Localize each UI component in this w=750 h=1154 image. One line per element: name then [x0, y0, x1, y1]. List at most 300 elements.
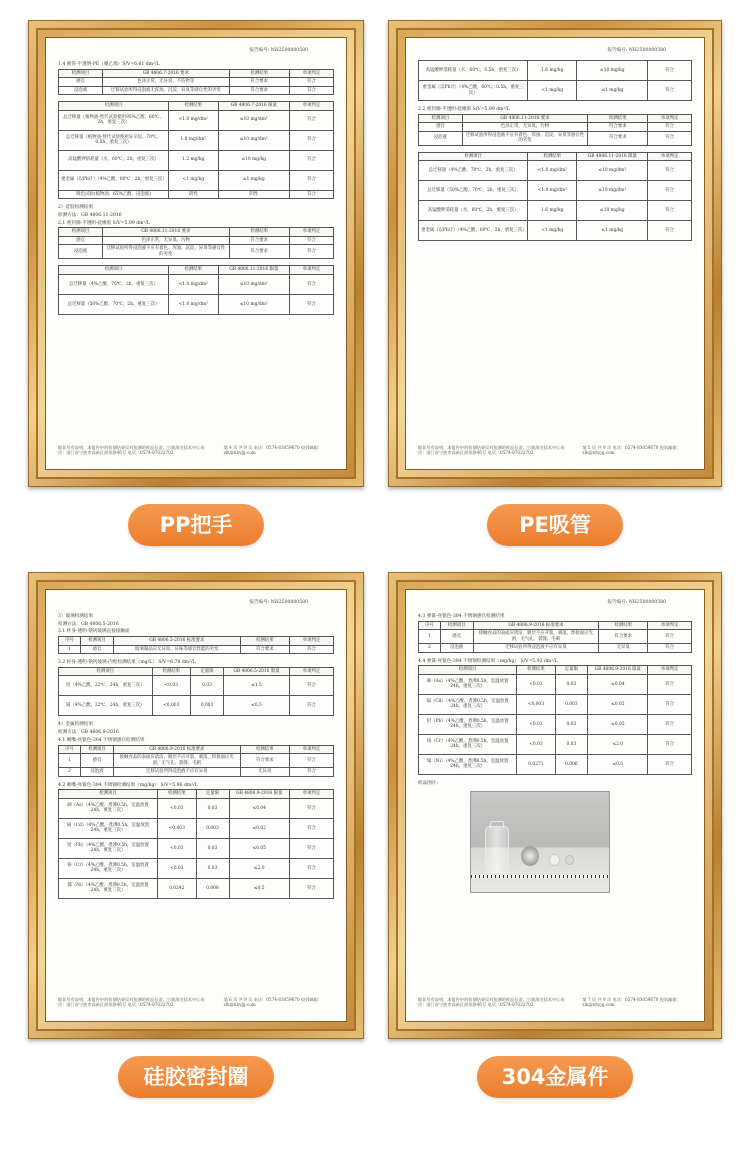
table-header-row — [59, 667, 334, 676]
footer-disclaimer: 除非另有说明，本报告中的检测结果仅对检测的样品负责。宁波海关技术中心电话：浙江省宁波市高新区闻泉路46号 电话：0574-87022702 — [418, 444, 565, 455]
table-cell: 1.6 mg/kg — [528, 61, 577, 81]
table-cell: 1.8 mg/dm² — [169, 130, 219, 150]
table-cell: <0.03 — [158, 838, 197, 858]
table-cell: <1.0 mg/dm² — [169, 294, 219, 314]
table-row — [59, 754, 334, 768]
table-cell: ≤1 mg/kg — [577, 81, 648, 101]
report-page — [405, 37, 705, 470]
table-header-cell: GB 4806.5-2016 标准要求 — [114, 637, 241, 646]
table-row — [59, 696, 334, 716]
table-cell: ≤10 mg/kg — [577, 61, 648, 81]
result-table — [418, 152, 692, 242]
table-cell: 符合 — [648, 81, 692, 101]
table-cell: 脱色试验(植物油，65%乙醇，浸泡液) — [59, 190, 169, 199]
section-heading: 4）金属检测结果 — [58, 722, 94, 728]
table-row — [419, 61, 692, 81]
table-cell: 重金属（以Pb计）（4%乙酸，60℃，2h，重复三次） — [419, 221, 528, 241]
table-cell: ≤0.05 — [229, 838, 290, 858]
table-header-cell: 定量限 — [555, 666, 588, 675]
table-cell: 符合 — [290, 274, 334, 294]
table-cell: 接触食品的表面应清洁，镀层不应开裂、剥落，焊接面应光滑，无气孔、裂缝、毛刺 — [114, 754, 241, 768]
table-header-cell: 检测结果 — [169, 102, 219, 111]
table-cell: 感官 — [419, 123, 463, 132]
result-table — [58, 69, 334, 96]
table-cell: 0.003 — [196, 818, 229, 838]
table-row — [419, 694, 692, 714]
table-cell: 总迁移量（4%乙酸，70℃，2h，重复三次） — [419, 161, 528, 181]
table-cell: 重金属（以Pb计）（4%乙酸，60℃，0.5h，重复三次） — [419, 81, 528, 101]
section-heading: 2.1 密封圈-半透明-硅橡胶 S/V=5.99 dm²/L — [58, 220, 150, 226]
table-header-row — [59, 266, 334, 275]
report-body — [58, 612, 334, 905]
table-cell: 符合要求 — [229, 78, 290, 87]
section-heading: 4.3 弹簧-亮银色-304 不锈钢感官检测结果 — [418, 614, 505, 619]
table-cell: ≤10 mg/kg — [577, 201, 648, 221]
table-cell: 铅（Pb）（4%乙酸，煮沸0.5h，室温放置24h，重复三次） — [59, 838, 158, 858]
table-row — [59, 86, 334, 95]
table-row — [59, 78, 334, 87]
table-header-cell: 单项判定 — [290, 790, 334, 799]
sample-photo-label: 样品图片: — [418, 780, 438, 786]
table-cell: 总迁移量（植物油-替代试验使用异辛烷，70℃，0.5h，重复三次） — [59, 130, 169, 150]
table-header-cell: GB 4806.9-2016 限量 — [229, 790, 290, 799]
table-cell: 2 — [419, 644, 441, 653]
table-cell: 符合 — [290, 838, 334, 858]
table-cell: 浸泡液 — [59, 86, 103, 95]
table-row — [419, 181, 692, 201]
table-header-cell: 序号 — [59, 745, 81, 754]
table-cell: <0.03 — [517, 734, 555, 754]
table-cell: <0.03 — [158, 858, 197, 878]
table-header-cell: 检测项目 — [59, 266, 169, 275]
table-cell: 符合 — [648, 714, 692, 734]
section-heading: 1.4 吸管-半透明-PE（聚乙烯）S/V=6.61 dm²/L — [58, 62, 160, 67]
table-header-cell: 检测项目 — [419, 114, 463, 123]
table-header-cell: 检测项目 — [419, 666, 517, 675]
table-cell: 符合 — [290, 150, 334, 170]
panel-pe-straw — [388, 20, 722, 487]
section-heading: 4.1 吸嘴-亮银色-304 不锈钢感官检测结果 — [58, 737, 145, 743]
table-cell: 镉（Cd）（4%乙酸，煮沸0.5h，室温放置24h，重复三次） — [59, 818, 158, 838]
table-header-cell: 单项判定 — [648, 621, 692, 630]
table-cell: 镉（4%乙酸，22℃，24h，重复三次） — [59, 696, 153, 716]
table-cell: ≤10 mg/dm² — [218, 274, 290, 294]
panel-304-metal — [388, 572, 722, 1039]
table-row — [419, 734, 692, 754]
section-heading: 4.4 弹簧-亮银色-304 不锈钢检测结果（mg/kg） S/V=5.92 dm²/L — [418, 658, 558, 664]
table-header-cell: 检测项目 — [419, 152, 528, 161]
table-header-cell: GB 4806.11-2016 要求 — [462, 114, 588, 123]
table-cell: ≤0.5 — [229, 878, 290, 898]
table-header-cell: 检测结果 — [517, 666, 555, 675]
table-cell: 阴性 — [169, 190, 219, 199]
table-cell: 感官 — [59, 78, 103, 87]
table-row — [59, 768, 334, 777]
table-header-cell: 单项判定 — [648, 152, 692, 161]
report-footer — [418, 997, 692, 1008]
table-header-cell: 定量限 — [196, 790, 229, 799]
panel-pp-handle — [28, 20, 364, 487]
table-cell: 符合 — [290, 110, 334, 130]
table-cell: ≤1 mg/kg — [218, 170, 290, 190]
caption-pp-handle: PP把手 — [128, 504, 264, 546]
table-cell: ≤0.05 — [588, 714, 648, 734]
table-cell: <1.0 mg/dm² — [528, 181, 577, 201]
table-cell: 符合 — [290, 86, 334, 95]
table-cell: 0.003 — [191, 696, 224, 716]
table-cell: 符合 — [648, 61, 692, 81]
table-cell: 0.03 — [196, 798, 229, 818]
table-cell: <1.0 mg/dm² — [528, 161, 577, 181]
table-cell: 总迁移量（50%乙醇，70℃，2h，重复三次） — [59, 294, 169, 314]
table-cell: 符合 — [290, 190, 334, 199]
table-header-cell: 单项判定 — [290, 102, 334, 111]
section-heading: 2）硅胶检测结果 — [58, 205, 94, 211]
table-cell: 高锰酸钾消耗量（水，60℃，2h，重复三次） — [419, 201, 528, 221]
table-header-row — [59, 228, 334, 237]
table-cell: 符合 — [648, 754, 692, 774]
table-cell: 符合 — [648, 201, 692, 221]
table-cell: 符合 — [290, 245, 334, 259]
table-cell: 符合要求 — [599, 630, 648, 644]
table-cell: ≤10 mg/dm² — [218, 110, 290, 130]
table-cell: 无异臭 — [599, 644, 648, 653]
table-cell: 符合 — [648, 221, 692, 241]
table-header-cell: GB 4806.7-2016 要求 — [103, 69, 230, 78]
table-header-cell: 单项判定 — [290, 637, 334, 646]
table-header-cell: 单项判定 — [648, 666, 692, 675]
section-heading: 3.2 杯身-透明-钠钙玻璃-内壁检测结果（mg/L） S/V=6.78 dm²/L — [58, 660, 196, 666]
table-cell: ≤0.02 — [588, 694, 648, 714]
table-header-cell: 检测结果 — [229, 69, 290, 78]
table-cell: 砷（As）（4%乙酸，煮沸0.5h，室温放置24h，重复三次） — [59, 798, 158, 818]
table-header-cell: 检测项目 — [59, 69, 103, 78]
table-row — [59, 676, 334, 696]
report-number: 报告编号: NH2500000580 — [249, 48, 308, 53]
table-cell: 1 — [59, 645, 81, 654]
table-cell: 符合 — [648, 161, 692, 181]
table-cell: 1 — [419, 630, 441, 644]
table-row — [419, 644, 692, 653]
result-table — [58, 636, 334, 654]
table-header-cell: 检测结果 — [588, 114, 648, 123]
result-table — [418, 621, 692, 653]
table-cell: ≤10 mg/dm² — [577, 161, 648, 181]
table-cell: <0.03 — [517, 714, 555, 734]
table-cell: 无异臭 — [240, 768, 290, 777]
table-cell: 铬（Cr）（4%乙酸，煮沸0.5h，室温放置24h，重复三次） — [59, 858, 158, 878]
report-footer — [418, 445, 692, 456]
table-row — [59, 274, 334, 294]
table-cell: 色泽正常，无异臭、不洁物等 — [103, 78, 230, 87]
report-number: 报告编号: NH2500000580 — [607, 600, 666, 605]
table-cell: ≤10 mg/dm² — [577, 181, 648, 201]
table-header-cell: 单项判定 — [290, 228, 334, 237]
table-cell: ≤0.02 — [229, 818, 290, 838]
table-cell: 符合 — [290, 130, 334, 150]
table-cell: 铬（Cr）（4%乙酸，煮沸0.5h，室温放置24h，重复三次） — [419, 734, 517, 754]
section-heading: 4.2 吸嘴-亮银色-304 不锈钢检测结果（mg/kg） S/V=5.96 dm²/L — [58, 782, 198, 788]
table-cell: 迁移试验所得浸泡液不应有异臭 — [114, 768, 241, 777]
table-cell: 符合要求 — [229, 236, 290, 245]
lid-part-image — [521, 846, 539, 866]
result-table — [418, 114, 692, 146]
table-cell: 0.006 — [555, 754, 588, 774]
table-header-cell: 检测结果 — [158, 790, 197, 799]
caption-304-metal: 304金属件 — [477, 1056, 633, 1098]
table-cell: 0.006 — [196, 878, 229, 898]
table-header-row — [59, 790, 334, 799]
table-cell: 浸泡液 — [59, 245, 103, 259]
table-header-cell: GB 4806.9-2016 标准要求 — [114, 745, 241, 754]
table-row — [59, 858, 334, 878]
section-heading: 3）玻璃检测结果 — [58, 614, 94, 619]
footer-disclaimer: 除非另有说明，本报告中的检测结果仅对检测的样品负责。宁波海关技术中心电话：浙江省宁波市高新区闻泉路46号 电话：0574-87022702 — [58, 996, 205, 1007]
table-row — [419, 221, 692, 241]
table-cell: 0.0242 — [158, 878, 197, 898]
table-cell: 1.6 mg/kg — [528, 201, 577, 221]
table-cell: 符合 — [290, 754, 334, 768]
table-header-row — [419, 621, 692, 630]
table-header-cell: GB 4806.9-2016 限量 — [588, 666, 648, 675]
table-header-cell: 单项判定 — [290, 266, 334, 275]
glass-jar-image — [485, 826, 509, 874]
table-cell: 镍（Ni）（4%乙酸，煮沸0.5h，室温放置24h，重复三次） — [419, 754, 517, 774]
table-cell: 1 — [59, 754, 81, 768]
table-cell: 重金属（以Pb计）（4%乙酸，60℃，2h，重复三次） — [59, 170, 169, 190]
table-header-row — [419, 152, 692, 161]
table-row — [59, 236, 334, 245]
table-cell: 镉（Cd）（4%乙酸，煮沸0.5h，室温放置24h，重复三次） — [419, 694, 517, 714]
footer-disclaimer: 除非另有说明，本报告中的检测结果仅对检测的样品负责。宁波海关技术中心电话：浙江省宁波市高新区闻泉路46号 电话：0574-87022702 — [58, 444, 205, 455]
sample-photo — [470, 791, 610, 893]
section-heading: 检测方法：GB 4806.9-2016 — [58, 730, 119, 736]
table-cell: 符合 — [290, 676, 334, 696]
table-cell: 感官 — [81, 754, 114, 768]
table-cell: <0.03 — [517, 674, 555, 694]
table-cell: 0.03 — [555, 734, 588, 754]
table-cell: 浸泡液 — [440, 644, 473, 653]
table-cell: 符合 — [648, 181, 692, 201]
table-row — [59, 245, 334, 259]
result-table — [58, 745, 334, 777]
footer-page-info: 第 7 页 共 9 页 电话：0574-83059670 投诉邮箱：zlk@nbyjg.com — [582, 996, 681, 1007]
table-cell: 迁移试验所得浸泡液不应有着色、浑浊、沉淀、异臭等感官性的劣变 — [462, 131, 588, 145]
gold-frame — [388, 572, 722, 1039]
table-cell: 阴性 — [218, 190, 290, 199]
table-cell: ≤0.5 — [588, 754, 648, 774]
table-cell: <1 mg/kg — [528, 221, 577, 241]
table-cell: 符合 — [290, 696, 334, 716]
seal-ring-image — [549, 854, 560, 866]
table-row — [419, 81, 692, 101]
table-header-cell: 检测项目 — [59, 102, 169, 111]
table-cell: 砷（As）（4%乙酸，煮沸0.5h，室温放置24h，重复三次） — [419, 674, 517, 694]
report-page — [45, 37, 347, 470]
table-cell: 符合要求 — [229, 245, 290, 259]
table-cell: 符合要求 — [240, 645, 290, 654]
table-row — [59, 294, 334, 314]
table-cell: 0.03 — [555, 714, 588, 734]
table-cell: 符合要求 — [588, 123, 648, 132]
table-cell: 1.2 mg/kg — [169, 150, 219, 170]
metal-part-image — [565, 855, 574, 865]
report-body — [418, 612, 692, 893]
table-cell: 迁移试验所得浸泡液不应有着色、浑浊、沉淀、异臭等感官性的劣变 — [103, 245, 230, 259]
table-cell: 符合 — [290, 768, 334, 777]
table-cell: 符合 — [648, 734, 692, 754]
table-cell: 高锰酸钾消耗量（水，60℃，2h，重复三次） — [59, 150, 169, 170]
table-cell: <0.003 — [152, 696, 191, 716]
table-header-cell: GB 4806.7-2016 限量 — [218, 102, 290, 111]
table-header-cell: 序号 — [59, 637, 81, 646]
table-header-cell: GB 4806.11-2016 要求 — [103, 228, 230, 237]
table-row — [59, 150, 334, 170]
table-header-cell: GB 4806.9-2016 标准要求 — [473, 621, 599, 630]
table-cell: 符合要求 — [588, 131, 648, 145]
table-header-cell: 检测项目 — [59, 228, 103, 237]
report-page — [405, 589, 705, 1022]
table-cell: ≤2.0 — [229, 858, 290, 878]
result-table — [58, 227, 334, 259]
table-header-cell: 单项判定 — [648, 114, 692, 123]
report-number: 报告编号: NH2500000580 — [607, 48, 666, 53]
table-row — [59, 130, 334, 150]
footer-page-info: 第 5 页 共 9 页 电话：0574-83059670 投诉邮箱：zlk@nbyjg.com — [582, 444, 681, 455]
table-cell: 符合 — [290, 798, 334, 818]
table-cell: <1.0 mg/dm² — [169, 274, 219, 294]
table-cell: ≤1 mg/kg — [577, 221, 648, 241]
table-cell: 2 — [59, 768, 81, 777]
table-row — [419, 131, 692, 145]
table-header-row — [59, 745, 334, 754]
report-number: 报告编号: NH2500000580 — [249, 600, 308, 605]
table-cell: ≤10 mg/kg — [218, 150, 290, 170]
table-cell: 符合要求 — [229, 86, 290, 95]
section-heading: 检测方法：GB 4806.11-2016 — [58, 212, 122, 218]
footer-disclaimer: 除非另有说明，本报告中的检测结果仅对检测的样品负责。宁波海关技术中心电话：浙江省宁波市高新区闻泉路46号 电话：0574-87022702 — [418, 996, 565, 1007]
table-row — [59, 645, 334, 654]
table-row — [59, 170, 334, 190]
table-cell: 符合 — [648, 674, 692, 694]
table-row — [419, 754, 692, 774]
gold-frame — [388, 20, 722, 487]
caption-pe-straw: PE吸管 — [487, 504, 623, 546]
table-row — [59, 818, 334, 838]
section-heading: 2.2 密封圈-半透明-硅橡胶 S/V=5.99 dm²/L — [418, 107, 510, 112]
result-table — [58, 789, 334, 899]
result-table — [58, 667, 334, 717]
table-header-cell: 检测结果 — [169, 266, 219, 275]
footer-page-info: 第 6 页 共 9 页 电话：0574-83059670 投诉邮箱：zlk@nbyjg.com — [223, 996, 322, 1007]
table-cell: 0.03 — [555, 674, 588, 694]
table-cell: ≤10 mg/dm² — [218, 130, 290, 150]
table-header-cell: 单项判定 — [290, 667, 334, 676]
table-cell: 迁移试验所得浸泡液无浑浊、沉淀、异臭等感官性的劣变 — [103, 86, 230, 95]
table-header-cell: 检测项目 — [440, 621, 473, 630]
table-header-cell: 检测项目 — [81, 745, 114, 754]
table-cell: 铅（4%乙酸，22℃，24h，重复三次） — [59, 676, 153, 696]
table-cell: 0.03 — [196, 858, 229, 878]
table-row — [419, 714, 692, 734]
table-cell: <0.03 — [158, 798, 197, 818]
gold-frame — [28, 572, 364, 1039]
table-cell: 符合 — [648, 644, 692, 653]
table-header-row — [59, 637, 334, 646]
table-header-cell: 单项判定 — [290, 745, 334, 754]
table-cell: 高锰酸钾消耗量（水，60℃，0.5h，重复三次） — [419, 61, 528, 81]
result-table — [418, 665, 692, 775]
table-cell: 符合 — [648, 630, 692, 644]
table-row — [419, 123, 692, 132]
table-header-cell: 检测项目 — [81, 637, 114, 646]
table-cell: 符合 — [290, 645, 334, 654]
table-header-cell: GB 4806.11-2016 限量 — [218, 266, 290, 275]
table-cell: <1.0 mg/dm² — [169, 110, 219, 130]
table-cell: 符合 — [290, 858, 334, 878]
section-heading: 3.1 杯身-透明-钠钙玻璃直接接触面 — [58, 629, 130, 635]
table-cell: <1 mg/kg — [528, 81, 577, 101]
table-cell: 感官 — [59, 236, 103, 245]
table-cell: 总迁移量（50%乙醇，70℃，2h，重复三次） — [419, 181, 528, 201]
table-cell: <0.003 — [517, 694, 555, 714]
table-cell: 符合 — [290, 236, 334, 245]
report-footer — [58, 997, 334, 1008]
result-table — [58, 265, 334, 315]
table-row — [59, 878, 334, 898]
table-cell: 0.0271 — [517, 754, 555, 774]
table-cell: 色泽正常，无异臭、污物 — [462, 123, 588, 132]
table-row — [59, 838, 334, 858]
table-cell: 感官 — [440, 630, 473, 644]
ruler-image — [471, 875, 609, 878]
table-cell: <1 mg/kg — [169, 170, 219, 190]
table-cell: 迁移试验所得浸泡液不应有异臭 — [473, 644, 599, 653]
table-cell: 符合 — [290, 294, 334, 314]
table-header-row — [419, 114, 692, 123]
table-header-cell: 检测项目 — [59, 667, 153, 676]
table-row — [419, 630, 692, 644]
table-cell: 0.03 — [191, 676, 224, 696]
table-row — [419, 161, 692, 181]
table-cell: ≤0.04 — [229, 798, 290, 818]
table-cell: 镍（Ni）（4%乙酸，煮沸0.5h，室温放置24h，重复三次） — [59, 878, 158, 898]
table-cell: 符合 — [648, 123, 692, 132]
table-cell: 浸泡液 — [419, 131, 463, 145]
table-header-cell: 检测结果 — [240, 637, 290, 646]
table-cell: 总迁移量（4%乙酸，70℃，2h，重复三次） — [59, 274, 169, 294]
report-footer — [58, 445, 334, 456]
table-header-cell: 序号 — [419, 621, 441, 630]
table-cell: ≤10 mg/dm² — [218, 294, 290, 314]
table-cell: 浸泡液 — [81, 768, 114, 777]
result-table — [418, 60, 692, 101]
report-page — [45, 589, 347, 1022]
table-cell: <0.003 — [158, 818, 197, 838]
table-header-cell: GB 4806.11-2016 限量 — [577, 152, 648, 161]
table-cell: 0.03 — [196, 838, 229, 858]
section-heading: 检测方法：GB 4806.5-2016 — [58, 621, 119, 627]
table-header-cell: 检测结果 — [152, 667, 191, 676]
table-header-cell: GB 4806.5-2016 限量 — [224, 667, 290, 676]
table-cell: <0.03 — [152, 676, 191, 696]
table-header-cell: 检测结果 — [599, 621, 648, 630]
table-cell: 符合 — [290, 818, 334, 838]
gold-frame — [28, 20, 364, 487]
table-cell: ≤2.0 — [588, 734, 648, 754]
table-cell: ≤0.04 — [588, 674, 648, 694]
table-header-cell: 单项判定 — [290, 69, 334, 78]
